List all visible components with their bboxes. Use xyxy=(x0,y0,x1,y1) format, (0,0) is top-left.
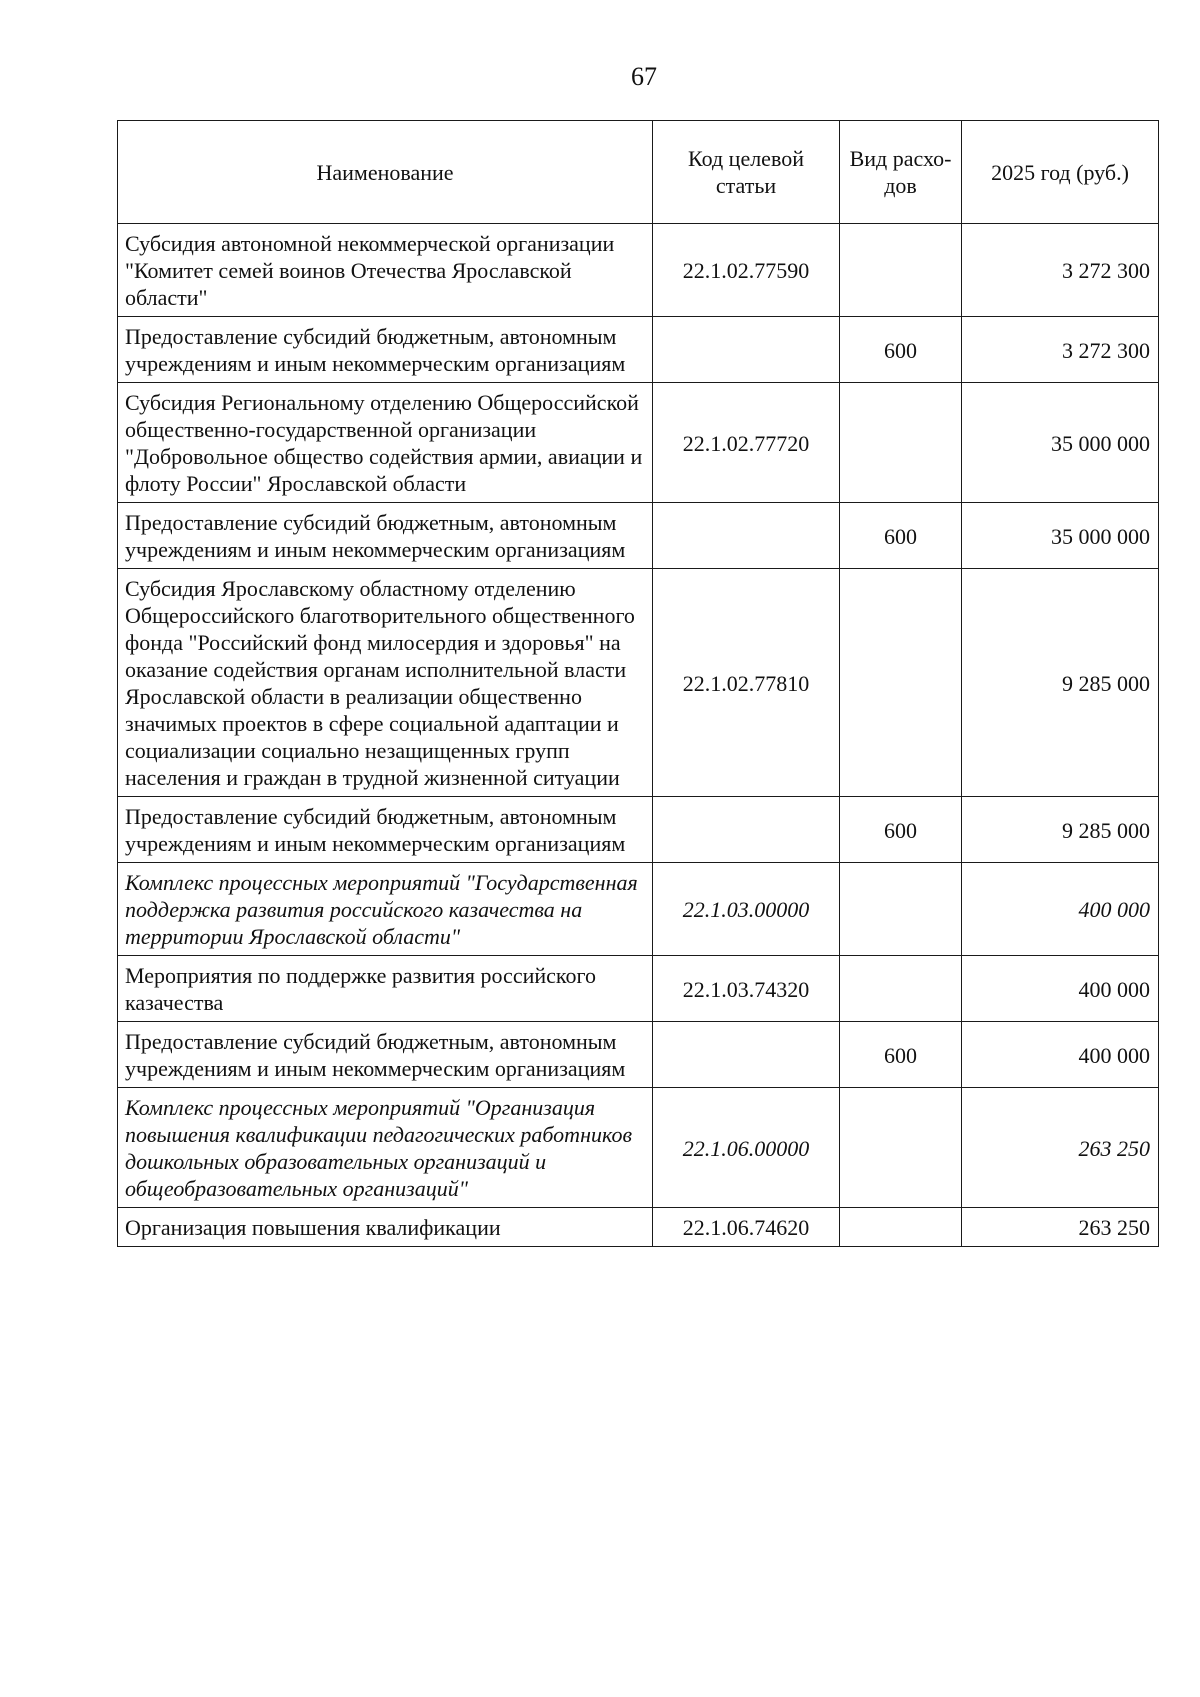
row-amount: 400 000 xyxy=(962,863,1159,956)
row-type xyxy=(840,956,962,1022)
row-code: 22.1.02.77810 xyxy=(653,569,840,797)
row-type xyxy=(840,863,962,956)
row-code: 22.1.02.77590 xyxy=(653,224,840,317)
table-row xyxy=(118,797,1159,863)
row-code xyxy=(653,317,840,383)
row-type xyxy=(840,569,962,797)
table-row xyxy=(118,956,1159,1022)
row-name: Предоставление субсидий бюджетным, автономным учреждениям и иным некоммерческим организациям xyxy=(118,503,653,569)
row-type: 600 xyxy=(840,317,962,383)
row-name: Субсидия автономной некоммерческой организации "Комитет семей воинов Отечества Ярославской области" xyxy=(118,224,653,317)
header-name: Наименование xyxy=(118,121,653,224)
row-amount: 400 000 xyxy=(962,956,1159,1022)
row-name: Организация повышения квалификации xyxy=(118,1208,653,1247)
row-amount: 263 250 xyxy=(962,1208,1159,1247)
table-row xyxy=(118,1208,1159,1247)
budget-table xyxy=(117,120,1159,1247)
table-row xyxy=(118,224,1159,317)
row-type xyxy=(840,383,962,503)
row-name: Комплекс процессных мероприятий "Организация повышения квалификации педагогических работников дошкольных образовательных организаций и общеобразовательных организаций" xyxy=(118,1088,653,1208)
row-type xyxy=(840,224,962,317)
table-row xyxy=(118,569,1159,797)
row-code xyxy=(653,797,840,863)
row-name: Предоставление субсидий бюджетным, автономным учреждениям и иным некоммерческим организациям xyxy=(118,1022,653,1088)
row-amount: 3 272 300 xyxy=(962,224,1159,317)
header-code: Код целевой статьи xyxy=(653,121,840,224)
row-name: Субсидия Ярославскому областному отделению Общероссийского благотворительного общественного фонда "Российский фонд милосердия и здоровья" на оказание содействия органам исполнительной власти Ярославской области в реализации общественно значимых проектов в сфере социальной адаптации и социализации социально незащищенных групп населения и граждан в трудной жизненной ситуации xyxy=(118,569,653,797)
row-name: Субсидия Региональному отделению Общероссийской общественно-государственной организации "Добровольное общество содействия армии, авиации и флоту России" Ярославской области xyxy=(118,383,653,503)
table-row xyxy=(118,863,1159,956)
row-code xyxy=(653,1022,840,1088)
row-type: 600 xyxy=(840,1022,962,1088)
row-code: 22.1.03.74320 xyxy=(653,956,840,1022)
table-row xyxy=(118,503,1159,569)
row-amount: 35 000 000 xyxy=(962,383,1159,503)
row-type: 600 xyxy=(840,503,962,569)
row-amount: 400 000 xyxy=(962,1022,1159,1088)
table-header-row xyxy=(118,121,1159,224)
row-amount: 3 272 300 xyxy=(962,317,1159,383)
page-number: 67 xyxy=(631,62,657,91)
table-row xyxy=(118,1088,1159,1208)
row-amount: 263 250 xyxy=(962,1088,1159,1208)
table-row xyxy=(118,317,1159,383)
row-amount: 9 285 000 xyxy=(962,569,1159,797)
row-type xyxy=(840,1088,962,1208)
row-name: Мероприятия по поддержке развития российского казачества xyxy=(118,956,653,1022)
row-code: 22.1.03.00000 xyxy=(653,863,840,956)
row-amount: 9 285 000 xyxy=(962,797,1159,863)
row-code: 22.1.02.77720 xyxy=(653,383,840,503)
header-amount: 2025 год (руб.) xyxy=(962,121,1159,224)
header-type: Вид расхо-дов xyxy=(840,121,962,224)
row-code xyxy=(653,503,840,569)
row-amount: 35 000 000 xyxy=(962,503,1159,569)
row-type: 600 xyxy=(840,797,962,863)
table-row xyxy=(118,383,1159,503)
row-name: Комплекс процессных мероприятий "Государственная поддержка развития российского казачества на территории Ярославской области" xyxy=(118,863,653,956)
table-row xyxy=(118,1022,1159,1088)
row-code: 22.1.06.00000 xyxy=(653,1088,840,1208)
row-code: 22.1.06.74620 xyxy=(653,1208,840,1247)
row-name: Предоставление субсидий бюджетным, автономным учреждениям и иным некоммерческим организациям xyxy=(118,317,653,383)
row-name: Предоставление субсидий бюджетным, автономным учреждениям и иным некоммерческим организациям xyxy=(118,797,653,863)
row-type xyxy=(840,1208,962,1247)
